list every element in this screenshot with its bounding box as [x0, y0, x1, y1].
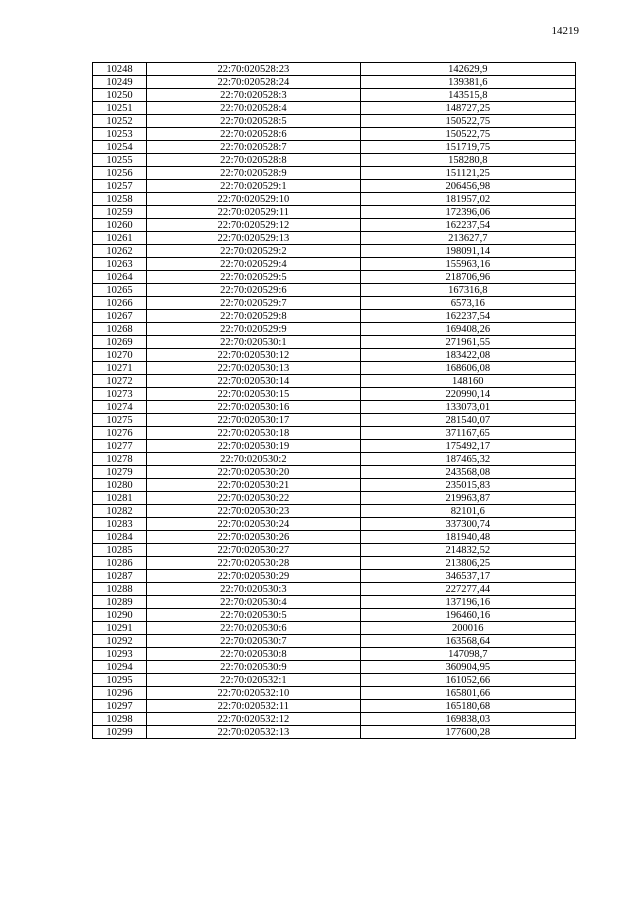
table-row	[93, 284, 576, 297]
value-cell: 371167,65	[360, 427, 575, 440]
table-row	[93, 726, 576, 739]
value-cell: 151719,75	[360, 141, 575, 154]
table-row	[93, 518, 576, 531]
row-number-cell: 10261	[93, 232, 147, 245]
row-number-cell: 10256	[93, 167, 147, 180]
cadastral-number-cell: 22:70:020530:22	[147, 492, 360, 505]
table-row	[93, 687, 576, 700]
row-number-cell: 10291	[93, 622, 147, 635]
row-number-cell: 10259	[93, 206, 147, 219]
row-number-cell: 10265	[93, 284, 147, 297]
row-number-cell: 10274	[93, 401, 147, 414]
cadastral-number-cell: 22:70:020529:10	[147, 193, 360, 206]
cadastral-number-cell: 22:70:020530:27	[147, 544, 360, 557]
row-number-cell: 10269	[93, 336, 147, 349]
table-row	[93, 219, 576, 232]
cadastral-number-cell: 22:70:020532:11	[147, 700, 360, 713]
value-cell: 172396,06	[360, 206, 575, 219]
table-row	[93, 622, 576, 635]
table-row	[93, 271, 576, 284]
row-number-cell: 10260	[93, 219, 147, 232]
row-number-cell: 10254	[93, 141, 147, 154]
row-number-cell: 10284	[93, 531, 147, 544]
cadastral-number-cell: 22:70:020530:13	[147, 362, 360, 375]
value-cell: 214832,52	[360, 544, 575, 557]
table-row	[93, 388, 576, 401]
table-row	[93, 76, 576, 89]
row-number-cell: 10292	[93, 635, 147, 648]
cadastral-number-cell: 22:70:020532:13	[147, 726, 360, 739]
value-cell: 187465,32	[360, 453, 575, 466]
table-row	[93, 635, 576, 648]
row-number-cell: 10286	[93, 557, 147, 570]
value-cell: 271961,55	[360, 336, 575, 349]
table-row	[93, 453, 576, 466]
value-cell: 346537,17	[360, 570, 575, 583]
table-row	[93, 505, 576, 518]
table-row	[93, 154, 576, 167]
value-cell: 147098,7	[360, 648, 575, 661]
cadastral-number-cell: 22:70:020530:1	[147, 336, 360, 349]
cadastral-number-cell: 22:70:020530:26	[147, 531, 360, 544]
table-row	[93, 102, 576, 115]
cadastral-number-cell: 22:70:020528:5	[147, 115, 360, 128]
value-cell: 163568,64	[360, 635, 575, 648]
row-number-cell: 10250	[93, 89, 147, 102]
value-cell: 161052,66	[360, 674, 575, 687]
value-cell: 150522,75	[360, 128, 575, 141]
value-cell: 281540,07	[360, 414, 575, 427]
value-cell: 165801,66	[360, 687, 575, 700]
table-row	[93, 700, 576, 713]
cadastral-number-cell: 22:70:020530:28	[147, 557, 360, 570]
cadastral-number-cell: 22:70:020529:4	[147, 258, 360, 271]
cadastral-number-cell: 22:70:020529:1	[147, 180, 360, 193]
table-row	[93, 128, 576, 141]
value-cell: 169408,26	[360, 323, 575, 336]
value-cell: 148160	[360, 375, 575, 388]
value-cell: 162237,54	[360, 219, 575, 232]
row-number-cell: 10296	[93, 687, 147, 700]
row-number-cell: 10277	[93, 440, 147, 453]
row-number-cell: 10287	[93, 570, 147, 583]
table-row	[93, 349, 576, 362]
table-row	[93, 336, 576, 349]
table-row	[93, 323, 576, 336]
table-row	[93, 479, 576, 492]
value-cell: 177600,28	[360, 726, 575, 739]
value-cell: 162237,54	[360, 310, 575, 323]
value-cell: 82101,6	[360, 505, 575, 518]
table-row	[93, 180, 576, 193]
cadastral-number-cell: 22:70:020530:4	[147, 596, 360, 609]
cadastral-number-cell: 22:70:020528:23	[147, 63, 360, 76]
row-number-cell: 10279	[93, 466, 147, 479]
value-cell: 218706,96	[360, 271, 575, 284]
row-number-cell: 10297	[93, 700, 147, 713]
table-row	[93, 375, 576, 388]
cadastral-number-cell: 22:70:020528:6	[147, 128, 360, 141]
row-number-cell: 10272	[93, 375, 147, 388]
row-number-cell: 10267	[93, 310, 147, 323]
value-cell: 175492,17	[360, 440, 575, 453]
cadastral-number-cell: 22:70:020530:23	[147, 505, 360, 518]
table-row	[93, 583, 576, 596]
table-row	[93, 570, 576, 583]
page-number: 14219	[551, 25, 579, 37]
table-row	[93, 414, 576, 427]
row-number-cell: 10288	[93, 583, 147, 596]
row-number-cell: 10252	[93, 115, 147, 128]
table-row	[93, 297, 576, 310]
row-number-cell: 10285	[93, 544, 147, 557]
row-number-cell: 10278	[93, 453, 147, 466]
cadastral-number-cell: 22:70:020530:7	[147, 635, 360, 648]
cadastral-number-cell: 22:70:020530:6	[147, 622, 360, 635]
row-number-cell: 10280	[93, 479, 147, 492]
row-number-cell: 10251	[93, 102, 147, 115]
table-row	[93, 89, 576, 102]
value-cell: 227277,44	[360, 583, 575, 596]
table-row	[93, 115, 576, 128]
value-cell: 139381,6	[360, 76, 575, 89]
cadastral-number-cell: 22:70:020530:3	[147, 583, 360, 596]
table-row	[93, 648, 576, 661]
value-cell: 148727,25	[360, 102, 575, 115]
table-row	[93, 245, 576, 258]
cadastral-number-cell: 22:70:020530:16	[147, 401, 360, 414]
cadastral-number-cell: 22:70:020528:7	[147, 141, 360, 154]
cadastral-number-cell: 22:70:020528:8	[147, 154, 360, 167]
row-number-cell: 10293	[93, 648, 147, 661]
value-cell: 183422,08	[360, 349, 575, 362]
table-row	[93, 401, 576, 414]
table-row	[93, 206, 576, 219]
cadastral-number-cell: 22:70:020529:7	[147, 297, 360, 310]
table-row	[93, 141, 576, 154]
row-number-cell: 10283	[93, 518, 147, 531]
cadastral-number-cell: 22:70:020530:21	[147, 479, 360, 492]
table-row	[93, 232, 576, 245]
value-cell: 155963,16	[360, 258, 575, 271]
cadastral-number-cell: 22:70:020529:8	[147, 310, 360, 323]
cadastral-number-cell: 22:70:020529:6	[147, 284, 360, 297]
table-row	[93, 427, 576, 440]
cadastral-number-cell: 22:70:020529:11	[147, 206, 360, 219]
row-number-cell: 10282	[93, 505, 147, 518]
row-number-cell: 10270	[93, 349, 147, 362]
value-cell: 206456,98	[360, 180, 575, 193]
value-cell: 165180,68	[360, 700, 575, 713]
row-number-cell: 10253	[93, 128, 147, 141]
cadastral-number-cell: 22:70:020528:24	[147, 76, 360, 89]
value-cell: 167316,8	[360, 284, 575, 297]
table-row	[93, 531, 576, 544]
cadastral-number-cell: 22:70:020528:9	[147, 167, 360, 180]
row-number-cell: 10268	[93, 323, 147, 336]
value-cell: 213627,7	[360, 232, 575, 245]
row-number-cell: 10263	[93, 258, 147, 271]
value-cell: 168606,08	[360, 362, 575, 375]
cadastral-number-cell: 22:70:020532:1	[147, 674, 360, 687]
cadastral-number-cell: 22:70:020529:13	[147, 232, 360, 245]
value-cell: 220990,14	[360, 388, 575, 401]
row-number-cell: 10255	[93, 154, 147, 167]
row-number-cell: 10299	[93, 726, 147, 739]
value-cell: 133073,01	[360, 401, 575, 414]
cadastral-number-cell: 22:70:020530:20	[147, 466, 360, 479]
value-cell: 6573,16	[360, 297, 575, 310]
value-cell: 151121,25	[360, 167, 575, 180]
value-cell: 169838,03	[360, 713, 575, 726]
row-number-cell: 10298	[93, 713, 147, 726]
table-row	[93, 310, 576, 323]
value-cell: 196460,16	[360, 609, 575, 622]
table-row	[93, 167, 576, 180]
value-cell: 360904,95	[360, 661, 575, 674]
table-row	[93, 544, 576, 557]
cadastral-number-cell: 22:70:020528:3	[147, 89, 360, 102]
cadastral-number-cell: 22:70:020529:2	[147, 245, 360, 258]
cadastral-number-cell: 22:70:020530:12	[147, 349, 360, 362]
value-cell: 200016	[360, 622, 575, 635]
row-number-cell: 10289	[93, 596, 147, 609]
row-number-cell: 10295	[93, 674, 147, 687]
row-number-cell: 10275	[93, 414, 147, 427]
row-number-cell: 10264	[93, 271, 147, 284]
cadastral-number-cell: 22:70:020528:4	[147, 102, 360, 115]
value-cell: 150522,75	[360, 115, 575, 128]
table-row	[93, 362, 576, 375]
row-number-cell: 10281	[93, 492, 147, 505]
table-row	[93, 609, 576, 622]
row-number-cell: 10273	[93, 388, 147, 401]
value-cell: 219963,87	[360, 492, 575, 505]
cadastral-number-cell: 22:70:020530:19	[147, 440, 360, 453]
table-row	[93, 492, 576, 505]
table-row	[93, 193, 576, 206]
cadastral-value-table	[92, 62, 576, 739]
table-row	[93, 713, 576, 726]
row-number-cell: 10266	[93, 297, 147, 310]
table-row	[93, 674, 576, 687]
cadastral-number-cell: 22:70:020530:29	[147, 570, 360, 583]
cadastral-number-cell: 22:70:020530:18	[147, 427, 360, 440]
cadastral-number-cell: 22:70:020530:17	[147, 414, 360, 427]
table-row	[93, 258, 576, 271]
table-row	[93, 661, 576, 674]
value-cell: 158280,8	[360, 154, 575, 167]
row-number-cell: 10248	[93, 63, 147, 76]
row-number-cell: 10249	[93, 76, 147, 89]
cadastral-number-cell: 22:70:020530:14	[147, 375, 360, 388]
value-cell: 181940,48	[360, 531, 575, 544]
value-cell: 181957,02	[360, 193, 575, 206]
table-row	[93, 440, 576, 453]
row-number-cell: 10276	[93, 427, 147, 440]
row-number-cell: 10258	[93, 193, 147, 206]
cadastral-number-cell: 22:70:020530:5	[147, 609, 360, 622]
row-number-cell: 10294	[93, 661, 147, 674]
value-cell: 198091,14	[360, 245, 575, 258]
row-number-cell: 10271	[93, 362, 147, 375]
cadastral-number-cell: 22:70:020529:12	[147, 219, 360, 232]
cadastral-number-cell: 22:70:020530:2	[147, 453, 360, 466]
cadastral-number-cell: 22:70:020529:5	[147, 271, 360, 284]
cadastral-number-cell: 22:70:020529:9	[147, 323, 360, 336]
value-cell: 143515,8	[360, 89, 575, 102]
value-cell: 337300,74	[360, 518, 575, 531]
table-body	[93, 63, 576, 739]
table-row	[93, 596, 576, 609]
cadastral-number-cell: 22:70:020530:9	[147, 661, 360, 674]
cadastral-number-cell: 22:70:020532:12	[147, 713, 360, 726]
value-cell: 137196,16	[360, 596, 575, 609]
row-number-cell: 10257	[93, 180, 147, 193]
cadastral-number-cell: 22:70:020530:8	[147, 648, 360, 661]
cadastral-number-cell: 22:70:020530:24	[147, 518, 360, 531]
value-cell: 213806,25	[360, 557, 575, 570]
cadastral-number-cell: 22:70:020532:10	[147, 687, 360, 700]
table-row	[93, 466, 576, 479]
table-row	[93, 557, 576, 570]
row-number-cell: 10290	[93, 609, 147, 622]
value-cell: 142629,9	[360, 63, 575, 76]
value-cell: 235015,83	[360, 479, 575, 492]
table-row	[93, 63, 576, 76]
row-number-cell: 10262	[93, 245, 147, 258]
cadastral-number-cell: 22:70:020530:15	[147, 388, 360, 401]
value-cell: 243568,08	[360, 466, 575, 479]
